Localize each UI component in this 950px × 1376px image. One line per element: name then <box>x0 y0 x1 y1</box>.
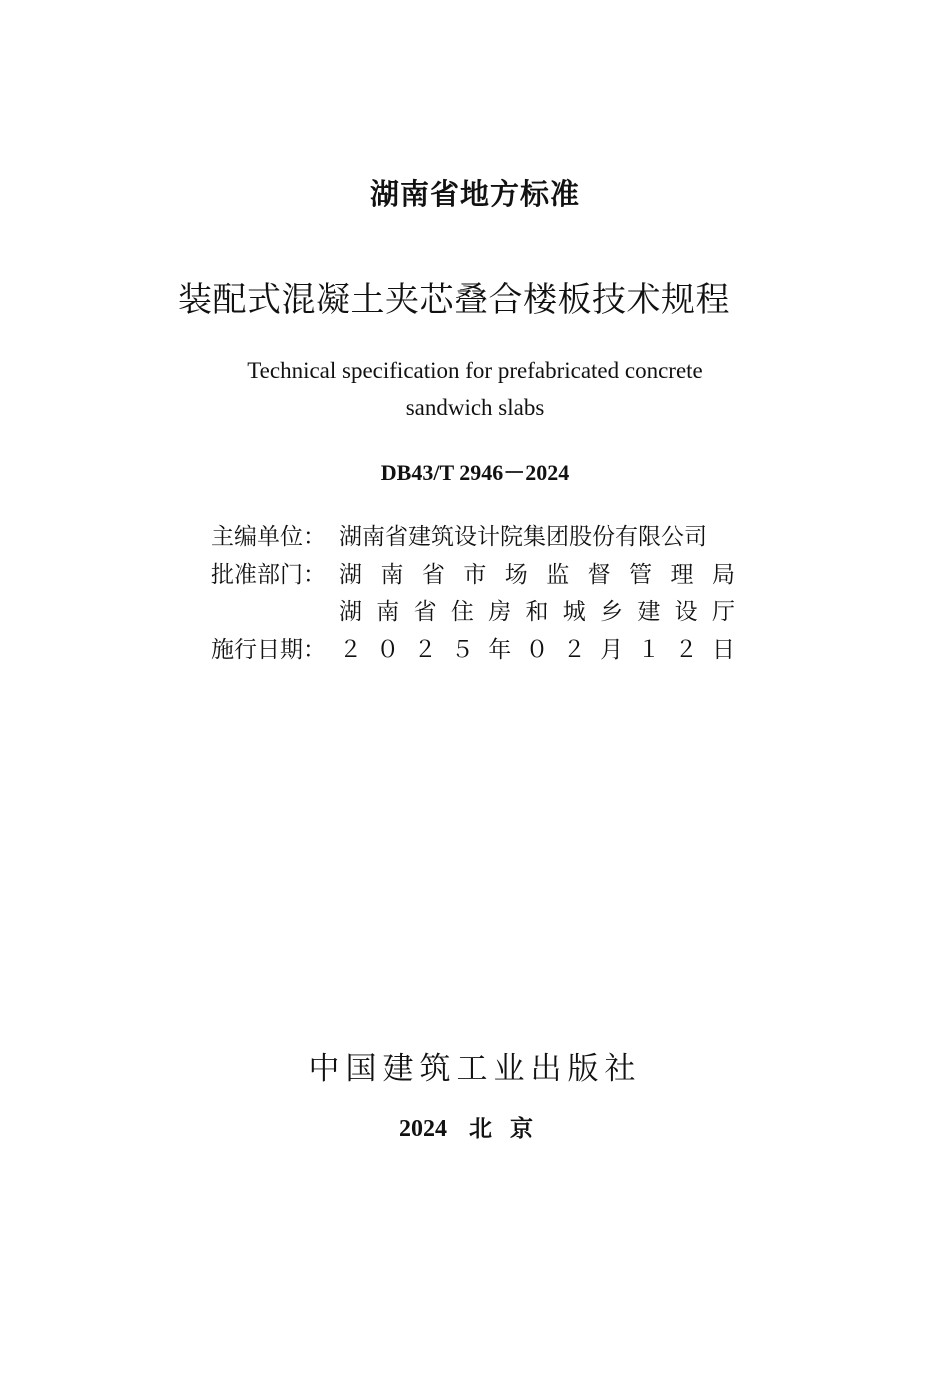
approver-row <box>211 557 741 595</box>
approver-char: 城 <box>562 599 586 625</box>
date-char: ５ <box>450 636 474 663</box>
approver-char: 局 <box>711 561 735 588</box>
date-row <box>211 632 741 670</box>
publication-year: 2024 <box>399 1116 447 1142</box>
approver-char: 房 <box>488 599 512 625</box>
approver-row-2 <box>211 594 741 632</box>
approver-char: 住 <box>450 599 474 625</box>
approver-char: 南 <box>376 599 400 625</box>
date-char: ０ <box>525 636 549 663</box>
date-char: 日 <box>711 636 735 663</box>
date-char: ２ <box>562 636 586 663</box>
date-char: ２ <box>674 636 698 663</box>
standard-type: 湖南省地方标准 <box>369 177 580 211</box>
approver-char: 湖 <box>339 599 362 625</box>
editor-label: 主编单位： <box>211 524 326 550</box>
approver-char: 设 <box>674 599 698 625</box>
approver-char: 督 <box>587 561 611 588</box>
date-char: 年 <box>488 636 512 663</box>
date-label: 施行日期： <box>211 636 326 663</box>
publication-city: 北京 <box>469 1116 551 1142</box>
date-char: ２ <box>413 636 437 663</box>
approver-char: 湖 <box>339 561 362 588</box>
date-char: １ <box>637 636 661 663</box>
approver-char: 场 <box>504 561 528 588</box>
date-char: 月 <box>600 636 624 663</box>
title-english-line-1: Technical specification for prefabricated concrete <box>247 358 703 383</box>
approver-char: 监 <box>546 561 570 588</box>
approver-label-spacer <box>211 594 339 632</box>
approver-char: 南 <box>380 561 404 588</box>
approver-char: 厅 <box>711 599 735 625</box>
date-char: ２ <box>339 636 362 663</box>
date-char: ０ <box>376 636 400 663</box>
approver-char: 省 <box>421 561 445 588</box>
publication-place-year <box>0 1110 950 1143</box>
standard-number: DB43/T 2946－2024 <box>380 460 570 485</box>
editor-row <box>211 519 741 557</box>
approver-value-1 <box>339 557 735 595</box>
approver-char: 市 <box>463 561 487 588</box>
approver-char: 理 <box>670 561 694 588</box>
approver-label: 批准部门： <box>211 561 326 588</box>
editor-value: 湖南省建筑设计院集团股份有限公司 <box>339 524 707 550</box>
publisher-name: 中国建筑工业出版社 <box>308 1051 642 1087</box>
title-english-line-2: sandwich slabs <box>405 395 545 420</box>
document-title-english <box>0 352 950 426</box>
approver-char: 乡 <box>600 599 624 625</box>
info-block <box>211 519 741 669</box>
approver-char: 建 <box>637 599 661 625</box>
date-value <box>339 632 735 670</box>
approver-char: 和 <box>525 599 549 625</box>
document-title-chinese: 装配式混凝土夹芯叠合楼板技术规程 <box>178 280 730 320</box>
approver-char: 管 <box>629 561 653 588</box>
approver-char: 省 <box>413 599 437 625</box>
approver-value-2 <box>339 594 735 632</box>
